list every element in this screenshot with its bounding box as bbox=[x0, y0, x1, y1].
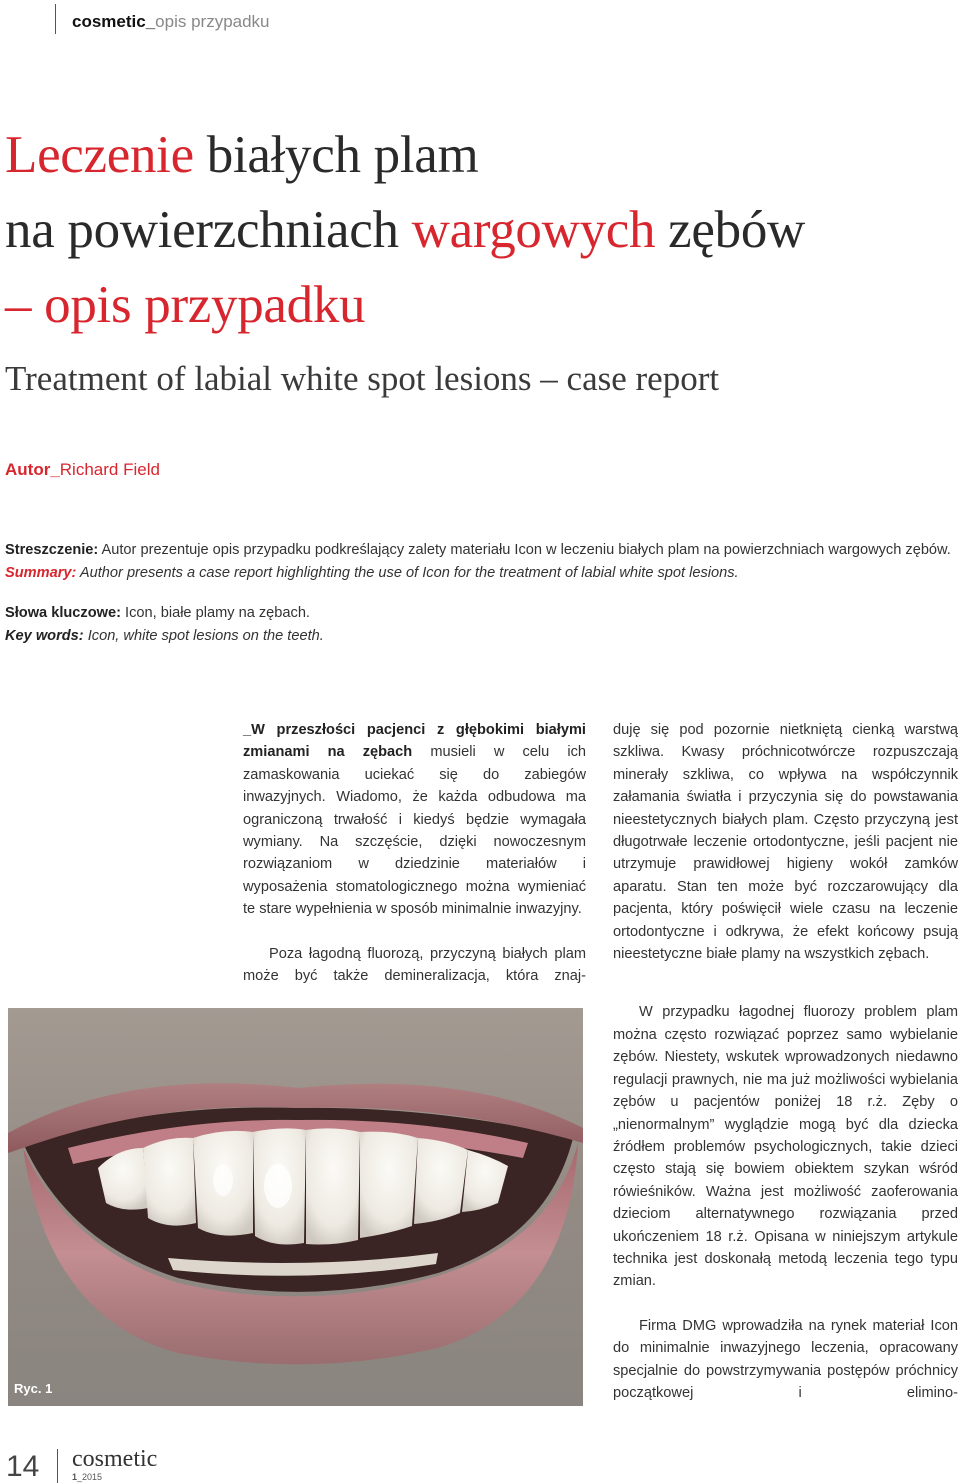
keywords-en bbox=[5, 625, 960, 648]
footer-magazine: cosmetic bbox=[72, 1446, 158, 1472]
title-red-word-2: wargowych bbox=[411, 201, 656, 259]
header-rule bbox=[55, 4, 56, 34]
figure-caption: Ryc. 1 bbox=[14, 1381, 53, 1396]
figure-smile-photo bbox=[8, 1008, 583, 1406]
title-text-2b: zębów bbox=[655, 201, 805, 259]
keywords-pl bbox=[5, 602, 960, 625]
abstract-pl bbox=[5, 539, 960, 562]
running-header bbox=[72, 11, 270, 33]
header-subsection: opis przypadku bbox=[155, 12, 270, 31]
title-text-2a: na powierzchniach bbox=[5, 201, 412, 259]
paragraph-gap bbox=[613, 965, 958, 1001]
footer-rule bbox=[57, 1449, 58, 1483]
footer-issue-year: _2015 bbox=[77, 1472, 103, 1482]
header-section: cosmetic_ bbox=[72, 12, 156, 31]
author-line bbox=[5, 459, 160, 481]
title-line-2 bbox=[5, 193, 805, 268]
abstract-en-label: Summary: bbox=[5, 564, 77, 581]
author-label: Autor_ bbox=[5, 460, 60, 479]
smile-illustration bbox=[8, 1008, 583, 1406]
page-number: 14 bbox=[6, 1450, 40, 1483]
keywords-pl-label: Słowa kluczowe: bbox=[5, 605, 121, 621]
title-red-word-1: Leczenie bbox=[5, 126, 194, 184]
article-subtitle: Treatment of labial white spot lesions – case report bbox=[5, 359, 720, 398]
abstract-en-text: Author presents a case report highlighting the use of Icon for the treatment of labial white spot lesions. bbox=[76, 564, 739, 581]
footer-issue bbox=[72, 1472, 102, 1482]
abstract-pl-label: Streszczenie: bbox=[5, 542, 99, 558]
keywords-en-text: Icon, white spot lesions on the teeth. bbox=[83, 627, 324, 644]
body-paragraph-1 bbox=[243, 719, 586, 921]
body-column-1 bbox=[243, 719, 586, 987]
title-red-line-3: – opis przypadku bbox=[5, 276, 366, 334]
title-line-3 bbox=[5, 268, 805, 343]
lead-bold: _W przeszłości pacjenci z głębokimi białymi zmianami na zębach bbox=[243, 722, 586, 761]
body-column-2 bbox=[613, 719, 958, 1404]
abstract-en bbox=[5, 562, 960, 585]
paragraph-gap bbox=[613, 1293, 958, 1315]
abstract-pl-text: Autor prezentuje opis przypadku podkreślający zalety materiału Icon w leczeniu białych plam na powierzchniach wargowych zębów. bbox=[98, 542, 951, 558]
body-paragraph-4: Firma DMG wprowadziła na rynek materiał Icon do minimalnie inwazyjnego leczenia, opracowany specjalnie do powstrzymywania postępów próchnicy początkowej i elimino- bbox=[613, 1317, 958, 1401]
title-line-1 bbox=[5, 118, 805, 193]
body-paragraph-3: W przypadku łagodnej fluorozy problem plam można często rozwiązać poprzez samo wybielanie zębów. Niestety, wskutek wprowadzonych niedawno regulacji prawnych, nie ma już możliwości wybielania zębów u pacjentów poniżej 18 r.ż. Zęby o „nienormalnym” wyglądzie mogą być dla dziecka źródłem problemów psychologicznych, takie dzieci często stają się bowiem obiektem szykan wśród rówieśników. Ważna jest możliwość zaoferowania dzieciom alternatywnego rozwiązania przed ukończeniem 18 r.ż. Opisana w niniejszym artykule technika jest doskonałą metodą leczenia tego typu zmian. bbox=[613, 1004, 958, 1290]
body-paragraph-2: Poza łagodną fluorozą, przyczyną białych plam może być także demineralizacja, która znaj- bbox=[243, 945, 586, 985]
keywords-pl-text: Icon, białe plamy na zębach. bbox=[120, 605, 310, 621]
paragraph-gap bbox=[243, 921, 586, 943]
keywords-en-label: Key words: bbox=[5, 627, 84, 644]
article-title bbox=[5, 118, 805, 343]
author-name: Richard Field bbox=[59, 460, 160, 479]
title-text-1: białych plam bbox=[193, 126, 479, 184]
body-paragraph-2-cont: duję się pod pozornie nietkniętą cienką warstwą szkliwa. Kwasy próchnicotwórcze rozpuszczają minerały szkliwa, co wpływa na współczynnik załamania światła i przyczynia się do powstawania nieestetycznych białych plam. Często przyczyną jest długotrwałe leczenie ortodontyczne, jeśli pacjent nie utrzymuje prawidłowej higieny wokół zamków aparatu. Stan ten może być rozczarowujący dla pacjenta, który poświęcił wiele czasu na leczenie ortodontyczne i odkrywa, że efekt końcowy psują nieestetyczne białe plamy na wszystkich zębach. bbox=[613, 722, 958, 963]
abstract-block bbox=[5, 539, 960, 647]
footer-issue-num: 1 bbox=[72, 1472, 78, 1482]
body-p1-text: musieli w celu ich zamaskowania uciekać się do zabiegów inwazyjnych. Wiadomo, że każda odbudowa ma ograniczoną trwałość i kiedyś będzie wymagała wymiany. Na szczęście, dzięki nowoczesnym rozwiązaniom w dziedzinie materiałów i wyposażenia stomatologicznego można wymieniać te stare wypełnienia w sposób minimalnie inwazyjny. bbox=[243, 744, 586, 918]
abstract-gap bbox=[5, 584, 960, 602]
